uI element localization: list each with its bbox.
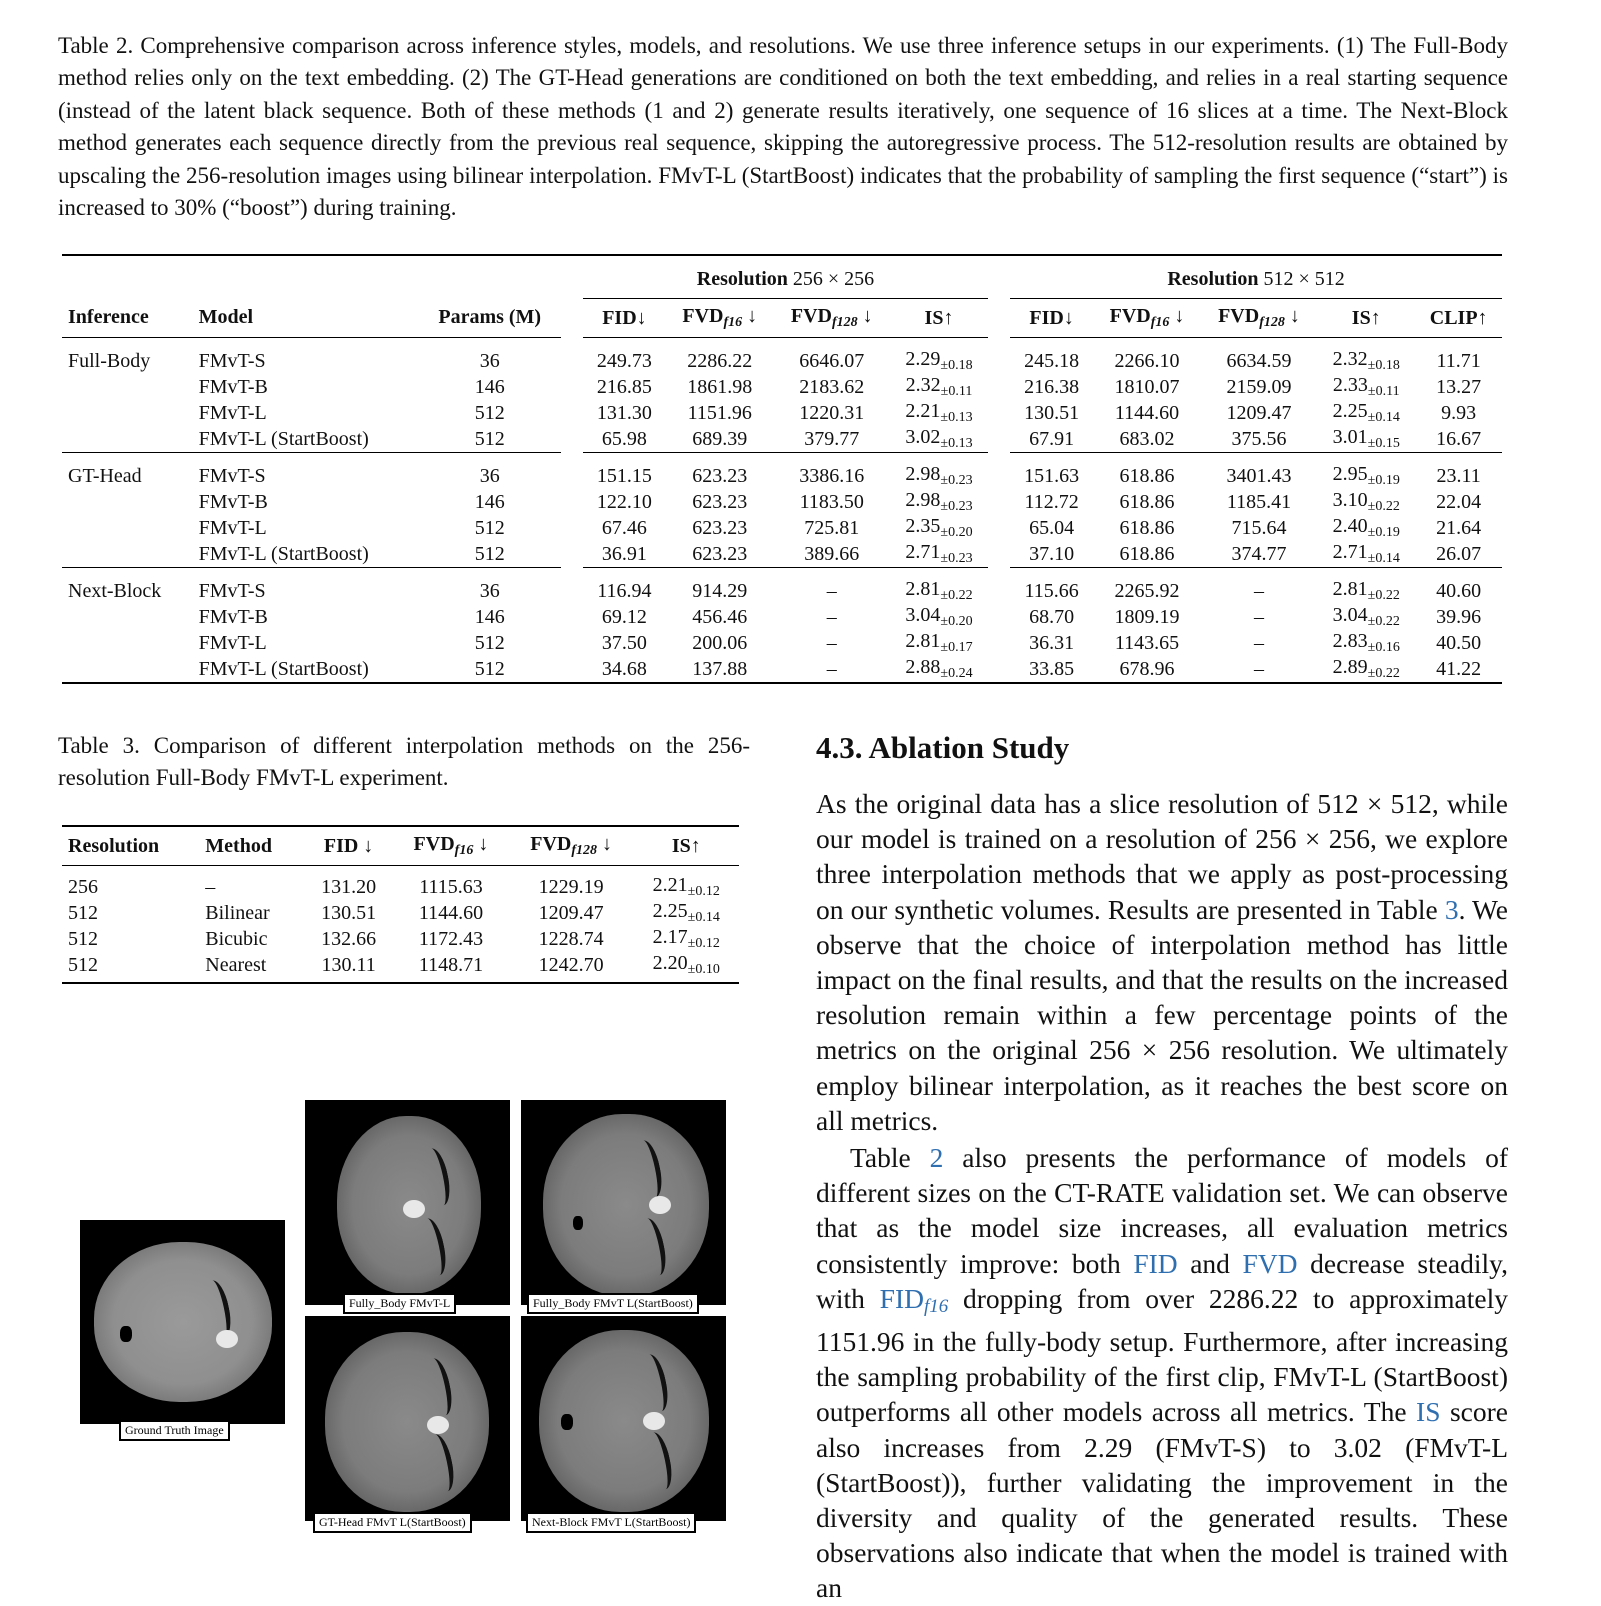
table2-cell-clip: 16.67 xyxy=(1415,426,1502,453)
table2-cell-fid256: 122.10 xyxy=(596,490,652,513)
table2-cell-clip: 13.27 xyxy=(1436,375,1482,398)
table2-cell-fid256: 69.12 xyxy=(601,605,647,628)
table3-cell-fvd16: 1172.43 xyxy=(418,927,484,950)
table2-cell-fid256: 131.30 xyxy=(596,401,652,424)
table2-ref-link[interactable]: 2 xyxy=(929,1142,944,1174)
table2-cell-fvd16-512: 678.96 xyxy=(1119,657,1175,680)
table2-cell-fvd128-512: 1185.41 xyxy=(1226,490,1292,513)
table2-cell-inference: Full-Body xyxy=(68,349,151,372)
fid16-link[interactable]: FIDf16 xyxy=(879,1282,949,1317)
table2-row xyxy=(62,374,1502,400)
paragraph-1: As the original data has a slice resolution of 512 × 512, while our model is trained on a resolution of 256 × 256, we explore three interpolation methods that we apply as post-processing on our synthetic volumes. Results are presented in Table 3. We observe that the choice of interpolation method has little impact on the final results, and that the results on the increased resolution remain within a few percentage points of the metrics on the original 256 × 256 resolution. We ultimately employ bilinear interpolation, as it reaches the best score on all metrics. xyxy=(816,788,1509,1136)
table2-cell-clip: 39.96 xyxy=(1436,605,1482,628)
table2-cell-clip: 40.60 xyxy=(1436,579,1482,602)
table2-cell-fid256: 116.94 xyxy=(597,579,652,602)
figure-fully-body-startboost xyxy=(521,1100,726,1305)
table3-cell-fid: 130.51 xyxy=(321,901,377,924)
is-link[interactable]: IS xyxy=(1416,1396,1441,1428)
table2-res256-header: Resolution 256 × 256 xyxy=(583,255,988,299)
table2-cell-params: 36 xyxy=(479,349,500,372)
table3-row xyxy=(62,866,739,901)
table3-cell-fvd128: 1209.47 xyxy=(538,901,604,924)
figure-ground-truth-image xyxy=(80,1220,285,1424)
figure-label-fully-body-l: Fully_Body FMvT-L xyxy=(343,1293,456,1314)
table3-cell-fvd128: 1229.19 xyxy=(538,875,604,898)
figure-label-fully-body-startboost: Fully_Body FMvT L(StartBoost) xyxy=(527,1293,699,1314)
table2-cell-fvd16-256: 456.46 xyxy=(692,605,748,628)
table2-cell-fvd16-512: 683.02 xyxy=(1093,426,1201,453)
table2-cell-inference xyxy=(62,374,193,400)
table2-cell-is512: $2.25_{\pm 0.14}$ xyxy=(1332,400,1400,425)
table2-cell-inference xyxy=(62,656,193,683)
table2-cell-params: 146 xyxy=(474,605,505,628)
table2-cell-params: 512 xyxy=(419,541,561,568)
table3-row xyxy=(62,926,739,952)
table2-header-fid512: FID↓ xyxy=(1010,299,1093,338)
figure-label-gt-head-startboost: GT-Head FMvT L(StartBoost) xyxy=(313,1512,472,1533)
table2-cell-fvd128-512: – xyxy=(1253,605,1264,628)
table2-cell-fvd128-256: 389.66 xyxy=(774,541,890,568)
table2-cell-fid256: 249.73 xyxy=(596,349,652,372)
table2-cell-is256: $3.04_{\pm 0.20}$ xyxy=(905,604,973,629)
table3-cell-fvd16: 1115.63 xyxy=(419,875,483,898)
table2-header-clip: CLIP↑ xyxy=(1415,299,1502,338)
table2-cell-is512: $2.40_{\pm 0.19}$ xyxy=(1332,515,1400,540)
table2-header-params: Params (M) xyxy=(419,299,561,338)
table2-cell-fvd128-512: – xyxy=(1253,631,1264,654)
table3-cell-method: Bilinear xyxy=(205,901,270,924)
table2-cell-model: FMvT-L (StartBoost) xyxy=(198,657,369,680)
table2-cell-params: 36 xyxy=(479,464,500,487)
table2-cell-fvd128-256: 379.77 xyxy=(774,426,890,453)
table2-cell-fvd128-256: 6646.07 xyxy=(799,349,865,372)
table2-cell-is256: $2.71_{\pm 0.23}$ xyxy=(890,541,988,568)
table3-cell-fid: 131.20 xyxy=(321,875,377,898)
table2-cell-fvd16-256: 200.06 xyxy=(692,631,748,654)
table2-cell-fvd16-256: 914.29 xyxy=(692,579,748,602)
table2-cell-model: FMvT-S xyxy=(198,579,266,602)
table2-row xyxy=(62,568,1502,605)
table2-cell-fvd16-512: 618.86 xyxy=(1119,464,1175,487)
table2-cell-fid256: 34.68 xyxy=(601,657,647,680)
table2-cell-fvd128-256: 1220.31 xyxy=(799,401,865,424)
table2-cell-fvd128-256: 725.81 xyxy=(804,516,860,539)
table2-row xyxy=(62,515,1502,541)
table2-caption: Table 2. Comprehensive comparison across inference styles, models, and resolutions. We use three inference setups in our experiments. (1) The Full-Body method relies only on the text embedding. (2) The GT-Head generations are conditioned on both the text embedding, and relies in a real starting sequence (instead of the latent black sequence. Both of these methods (1 and 2) generate results iteratively, one sequence of 16 slices at a time. The Next-Block method generates each sequence directly from the previous real sequence, skipping the autoregressive process. The 512-resolution results are obtained by upscaling the 256-resolution images using bilinear interpolation. FMvT-L (StartBoost) indicates that the probability of sampling the first sequence (“start”) is increased to 30% (“boost”) during training. xyxy=(58,33,1508,221)
table3-cell-resolution: 512 xyxy=(68,927,98,950)
table2-cell-params: 36 xyxy=(479,579,500,602)
table2-row xyxy=(62,630,1502,656)
table2-row xyxy=(62,656,1502,683)
table2-cell-fvd16-256: 689.39 xyxy=(666,426,774,453)
table2-res512-header: Resolution 512 × 512 xyxy=(1010,255,1502,299)
table2-row xyxy=(62,400,1502,426)
table2-cell-fid512: 115.66 xyxy=(1024,579,1079,602)
table2-cell-model: FMvT-B xyxy=(198,605,268,628)
table2-row xyxy=(62,489,1502,515)
table2-cell-is512: $2.32_{\pm 0.18}$ xyxy=(1332,348,1400,373)
table2-cell-fvd128-512: 375.56 xyxy=(1201,426,1317,453)
table2-header-inference: Inference xyxy=(62,299,193,338)
table2-cell-fvd128-512: 715.64 xyxy=(1231,516,1287,539)
table2-cell-params: 512 xyxy=(474,631,505,654)
table3-cell-fvd16: 1144.60 xyxy=(418,901,484,924)
table2-cell-is256: $2.81_{\pm 0.22}$ xyxy=(905,578,973,603)
table2-cell-fvd128-512: 2159.09 xyxy=(1226,375,1292,398)
table2-row xyxy=(62,426,1502,453)
table2-cell-fid256: 151.15 xyxy=(596,464,652,487)
table2-cell-fvd128-512: 1209.47 xyxy=(1226,401,1292,424)
table3-cell-is: $2.25_{\pm 0.14}$ xyxy=(652,900,720,925)
table2-cell-clip: 21.64 xyxy=(1436,516,1482,539)
figure-gt-head-startboost xyxy=(305,1316,510,1521)
table2-row xyxy=(62,541,1502,568)
table2-cell-is512: $3.04_{\pm 0.22}$ xyxy=(1332,604,1400,629)
table3-cell-fid: 130.11 xyxy=(321,953,376,976)
table2-cell-fid512: 151.63 xyxy=(1024,464,1080,487)
table2-cell-inference xyxy=(62,515,193,541)
table2-cell-inference xyxy=(62,604,193,630)
table2-cell-fvd128-512: 6634.59 xyxy=(1226,349,1292,372)
table2-cell-fid256: 67.46 xyxy=(601,516,647,539)
table2-header-is512: IS↑ xyxy=(1317,299,1415,338)
table2-cell-fvd16-256: 623.23 xyxy=(666,541,774,568)
table2-cell-is512: $2.89_{\pm 0.22}$ xyxy=(1332,656,1400,681)
table3-header-fid: FID ↓ xyxy=(304,826,393,866)
table2-cell-is512: $3.10_{\pm 0.22}$ xyxy=(1332,489,1400,514)
table2-cell-is512: $2.83_{\pm 0.16}$ xyxy=(1332,630,1400,655)
table2-cell-fvd128-256: 3386.16 xyxy=(799,464,865,487)
table2-cell-fid256: 37.50 xyxy=(601,631,647,654)
table3-row xyxy=(62,952,739,983)
table2-cell-fvd16-256: 623.23 xyxy=(692,516,748,539)
table2-cell-model: FMvT-S xyxy=(198,464,266,487)
table2-cell-is256: $2.32_{\pm 0.11}$ xyxy=(905,374,973,399)
table2-cell-params: 146 xyxy=(474,375,505,398)
table2-cell-fid512: 216.38 xyxy=(1024,375,1080,398)
table2-cell-fid512: 245.18 xyxy=(1024,349,1080,372)
table2-row xyxy=(62,453,1502,490)
table2-cell-fid256: 65.98 xyxy=(583,426,666,453)
table2-cell-fid512: 36.31 xyxy=(1029,631,1075,654)
table2-cell-fvd128-512: 3401.43 xyxy=(1226,464,1292,487)
table2-cell-fvd128-512: 374.77 xyxy=(1201,541,1317,568)
table2-cell-inference: GT-Head xyxy=(68,464,142,487)
table2-cell-fid512: 130.51 xyxy=(1024,401,1080,424)
table2-cell-fid512: 67.91 xyxy=(1010,426,1093,453)
table2-cell-is512: $2.33_{\pm 0.11}$ xyxy=(1332,374,1400,399)
table2-row xyxy=(62,604,1502,630)
table2-cell-clip: 40.50 xyxy=(1436,631,1482,654)
table2-cell-fvd16-512: 618.86 xyxy=(1119,516,1175,539)
fid-link[interactable]: FID xyxy=(1133,1247,1178,1279)
table2-cell-inference xyxy=(62,426,193,453)
table3-header-fvd16: $FVD_{f16}$ ↓ xyxy=(393,826,509,866)
table2-cell-fvd128-512: – xyxy=(1253,657,1264,680)
table2-header-is256: IS↑ xyxy=(890,299,988,338)
table3-cell-is: $2.21_{\pm 0.12}$ xyxy=(652,874,720,899)
table3-cell-method: Nearest xyxy=(205,953,267,976)
table2-cell-clip: 41.22 xyxy=(1436,657,1482,680)
table2-cell-fvd16-512: 2265.92 xyxy=(1114,579,1180,602)
table2-cell-clip: 11.71 xyxy=(1436,349,1481,372)
paragraph-2: Table 2 also presents the performance of models of different sizes on the CT-RATE validation set. We can observe that as the model size increases, all evaluation metrics consistently improve: both FID and FVD decrease steadily, with FIDf16 dropping from over 2286.22 to approximately 1151.96 in the fully-body setup. Furthermore, after increasing the sampling probability of the first clip, FMvT-L (StartBoost) outperforms all other models across all metrics. The IS score also increases from 2.29 (FMvT-S) to 3.02 (FMvT-L (StartBoost)), further validating the improvement in the diversity and quality of the generated results. These observations also indicate that when the model is trained with an xyxy=(816,1142,1508,1604)
table2-cell-is256: $2.29_{\pm 0.18}$ xyxy=(905,348,973,373)
table2-cell-clip: 26.07 xyxy=(1415,541,1502,568)
table2-header-fvd16-512: $FVD_{f16}$ ↓ xyxy=(1093,299,1201,338)
table2-cell-inference: Next-Block xyxy=(68,579,162,602)
table2-cell-is256: $2.88_{\pm 0.24}$ xyxy=(905,656,973,681)
table2-cell-fvd16-256: 1861.98 xyxy=(687,375,753,398)
table2-cell-model: FMvT-B xyxy=(198,490,268,513)
table2-cell-model: FMvT-L xyxy=(198,631,267,654)
table3 xyxy=(62,825,739,984)
fvd-link[interactable]: FVD xyxy=(1242,1247,1298,1279)
table2-cell-params: 512 xyxy=(474,401,505,424)
table2-cell-params: 512 xyxy=(474,516,505,539)
table2-cell-fid512: 68.70 xyxy=(1029,605,1075,628)
table3-header-resolution: Resolution xyxy=(62,826,199,866)
table3-header-fvd128: $FVD_{f128}$ ↓ xyxy=(509,826,634,866)
table2-cell-fvd16-512: 1810.07 xyxy=(1114,375,1180,398)
table2-cell-is512: $3.01_{\pm 0.15}$ xyxy=(1317,426,1415,453)
table2-cell-fid256: 36.91 xyxy=(583,541,666,568)
table2-header-fvd128-256: $FVD_{f128}$ ↓ xyxy=(774,299,890,338)
table3-cell-resolution: 512 xyxy=(68,901,98,924)
table3-cell-fvd128: 1228.74 xyxy=(538,927,604,950)
figure-fully-body-fmvt-l xyxy=(305,1100,510,1305)
table2-cell-fvd16-512: 618.86 xyxy=(1119,490,1175,513)
table2-cell-is256: $2.35_{\pm 0.20}$ xyxy=(905,515,973,540)
table2-cell-model: FMvT-S xyxy=(198,349,266,372)
table2-cell-model: FMvT-B xyxy=(198,375,268,398)
table2-cell-fvd128-256: – xyxy=(826,605,837,628)
table2-cell-fvd128-256: – xyxy=(826,631,837,654)
table3-cell-method: Bicubic xyxy=(205,927,268,950)
table2-cell-is512: $2.95_{\pm 0.19}$ xyxy=(1332,463,1400,488)
table2-cell-fvd16-512: 1143.65 xyxy=(1114,631,1180,654)
figure-label-ground-truth: Ground Truth Image xyxy=(119,1420,230,1441)
table2-cell-fvd16-512: 2266.10 xyxy=(1114,349,1180,372)
table3-cell-resolution: 512 xyxy=(68,953,98,976)
table2-cell-is256: $2.98_{\pm 0.23}$ xyxy=(905,489,973,514)
table2-cell-fvd16-256: 623.23 xyxy=(692,490,748,513)
table2-cell-is256: $2.81_{\pm 0.17}$ xyxy=(905,630,973,655)
table2-cell-params: 512 xyxy=(474,657,505,680)
table2-cell-is256: $3.02_{\pm 0.13}$ xyxy=(890,426,988,453)
table2-cell-fvd128-256: 2183.62 xyxy=(799,375,865,398)
table2-cell-clip: 9.93 xyxy=(1441,401,1477,424)
table2-cell-fvd16-256: 623.23 xyxy=(692,464,748,487)
table2-cell-fid512: 112.72 xyxy=(1024,490,1079,513)
table2-row xyxy=(62,338,1502,375)
table2-cell-fvd16-256: 2286.22 xyxy=(687,349,753,372)
table2-cell-is256: $2.21_{\pm 0.13}$ xyxy=(905,400,973,425)
table2-cell-fid512: 37.10 xyxy=(1010,541,1093,568)
figure-label-next-block-startboost: Next-Block FMvT L(StartBoost) xyxy=(526,1512,696,1533)
table2-cell-inference xyxy=(62,489,193,515)
table2-header-fvd16-256: $FVD_{f16}$ ↓ xyxy=(666,299,774,338)
table3-cell-fvd128: 1242.70 xyxy=(538,953,604,976)
table2-cell-fvd128-512: – xyxy=(1253,579,1264,602)
table3-caption: Table 3. Comparison of different interpolation methods on the 256-resolution Full-Body FMvT-L experiment. xyxy=(58,733,750,791)
table3-cell-fid: 132.66 xyxy=(321,927,377,950)
table2-cell-params: 512 xyxy=(419,426,561,453)
table3-header-method: Method xyxy=(199,826,304,866)
table2-cell-model: FMvT-L (StartBoost) xyxy=(193,541,419,568)
section-heading: 4.3. Ablation Study xyxy=(816,730,1070,765)
table2-header-fvd128-512: $FVD_{f128}$ ↓ xyxy=(1201,299,1317,338)
figure-next-block-startboost xyxy=(521,1316,726,1521)
table2-cell-fvd16-512: 1144.60 xyxy=(1114,401,1180,424)
table2-cell-model: FMvT-L xyxy=(198,516,267,539)
table2-cell-clip: 23.11 xyxy=(1436,464,1481,487)
table2-cell-inference xyxy=(62,400,193,426)
table2-cell-fvd16-512: 618.86 xyxy=(1093,541,1201,568)
table2-cell-fvd16-256: 137.88 xyxy=(692,657,748,680)
table2-cell-fvd128-256: – xyxy=(826,579,837,602)
table3-cell-fvd16: 1148.71 xyxy=(418,953,484,976)
table2-cell-model: FMvT-L (StartBoost) xyxy=(193,426,419,453)
table3-cell-method: – xyxy=(205,875,216,898)
table3-ref-link[interactable]: 3 xyxy=(1444,893,1459,925)
table2-cell-inference xyxy=(62,630,193,656)
table3-cell-is: $2.17_{\pm 0.12}$ xyxy=(652,926,720,951)
table3-header-is: IS↑ xyxy=(634,826,739,866)
table3-row xyxy=(62,900,739,926)
table2-cell-is512: $2.71_{\pm 0.14}$ xyxy=(1317,541,1415,568)
table2-cell-fid512: 33.85 xyxy=(1029,657,1075,680)
table2-cell-fvd128-256: – xyxy=(826,657,837,680)
table2-header-fid256: FID↓ xyxy=(583,299,666,338)
table2-cell-model: FMvT-L xyxy=(198,401,267,424)
table2-cell-is512: $2.81_{\pm 0.22}$ xyxy=(1332,578,1400,603)
table3-cell-is: $2.20_{\pm 0.10}$ xyxy=(652,952,720,977)
section-body xyxy=(816,786,1508,1606)
table2-cell-fvd128-256: 1183.50 xyxy=(799,490,864,513)
table2-cell-clip: 22.04 xyxy=(1436,490,1482,513)
table2-cell-params: 146 xyxy=(474,490,505,513)
table2-cell-fvd16-256: 1151.96 xyxy=(687,401,752,424)
table2 xyxy=(62,254,1502,684)
table2-cell-is256: $2.98_{\pm 0.23}$ xyxy=(905,463,973,488)
table2-cell-fid512: 65.04 xyxy=(1029,516,1075,539)
table2-cell-inference xyxy=(62,541,193,568)
table2-header-model: Model xyxy=(193,299,419,338)
table3-cell-resolution: 256 xyxy=(68,875,98,898)
table2-cell-fvd16-512: 1809.19 xyxy=(1114,605,1180,628)
table2-cell-fid256: 216.85 xyxy=(596,375,652,398)
